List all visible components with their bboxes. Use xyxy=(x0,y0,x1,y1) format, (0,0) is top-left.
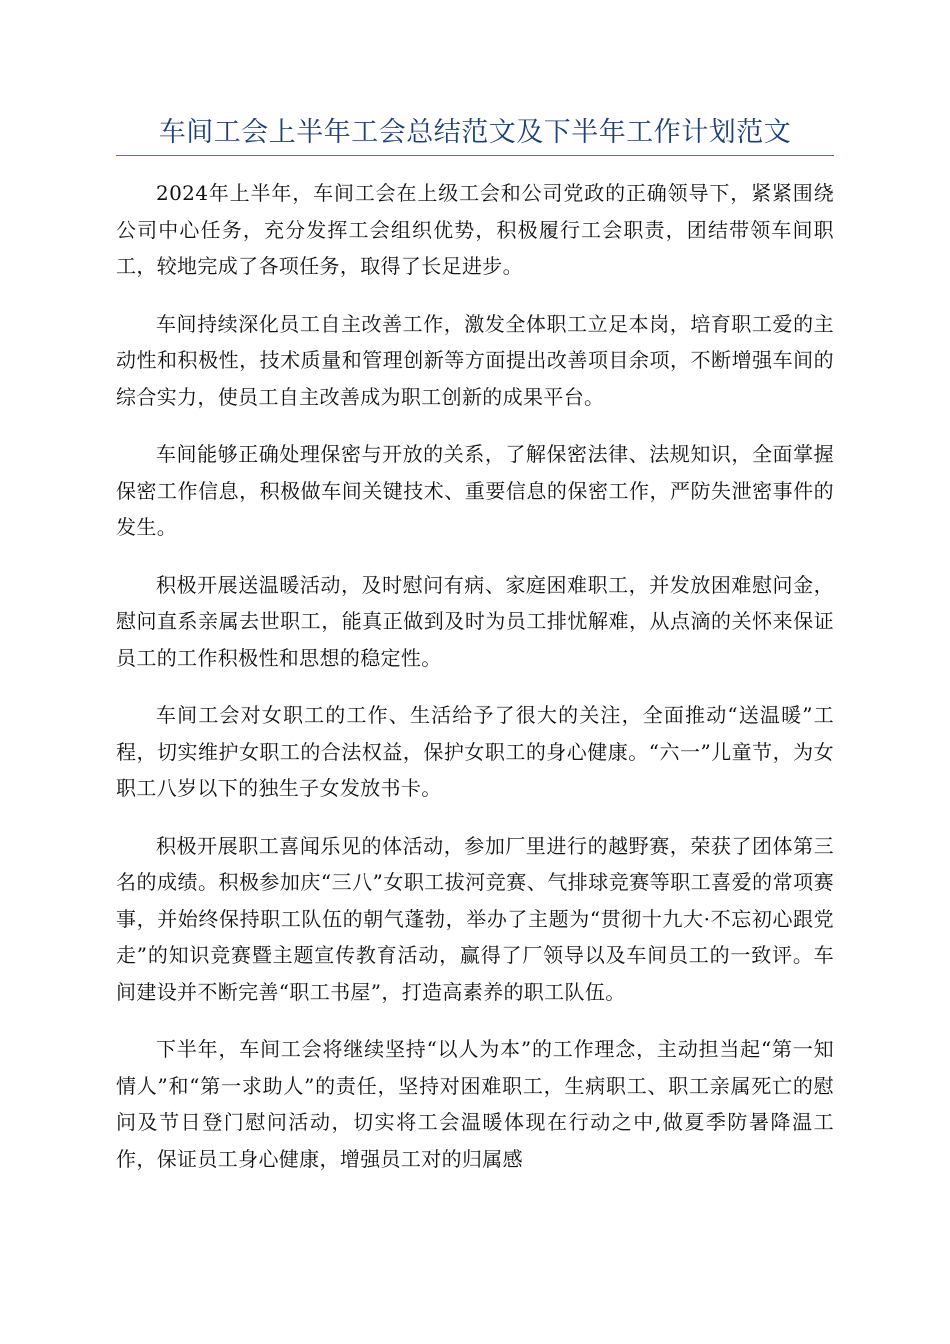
paragraph-3: 车间能够正确处理保密与开放的关系，了解保密法律、法规知识，全面掌握保密工作信息，积极做车间关键技术、重要信息的保密工作，严防失泄密事件的发生。 xyxy=(116,442,834,539)
paragraph-2: 车间持续深化员工自主改善工作，激发全体职工立足本岗，培育职工爱的主动性和积极性，技术质量和管理创新等方面提出改善项目余项，不断增强车间的综合实力，使员工自主改善成为职工创新的成果平台。 xyxy=(116,311,834,409)
document-title: 车间工会上半年工会总结范文及下半年工作计划范文 xyxy=(158,117,792,148)
paragraph-6: 积极开展职工喜闻乐见的体活动，参加厂里进行的越野赛，荣获了团体第三名的成绩。积极参加庆“三八”女职工拔河竞赛、气排球竞赛等职工喜爱的常项赛事，并始终保持职工队伍的朝气蓬勃，举办了主题为“贯彻十九大·不忘初心跟党走”的知识竞赛暨主题宣传教育活动，赢得了厂领导以及车间员工的一致评。车间建设并不断完善“职工书屋”，打造高素养的职工队伍。 xyxy=(116,833,834,1004)
document-body xyxy=(116,175,834,1198)
paragraph-1: 2024年上半年，车间工会在上级工会和公司党政的正确领导下，紧紧围绕公司中心任务，充分发挥工会组织优势，积极履行工会职责，团结带领车间职工，较地完成了各项任务，取得了长足进步。 xyxy=(116,181,834,278)
paragraph-5: 车间工会对女职工的工作、生活给予了很大的关注，全面推动“送温暖”工程，切实维护女职工的合法权益，保护女职工的身心健康。“六一”儿童节，为女职工八岁以下的独生子女发放书卡。 xyxy=(116,703,834,800)
paragraph-7: 下半年，车间工会将继续坚持“以人为本”的工作理念，主动担当起“第一知情人”和“第一求助人”的责任，坚持对困难职工，生病职工、职工亲属死亡的慰问及节日登门慰问活动，切实将工会温暖体现在行动之中,做夏季防暑降温工作，保证员工身心健康，增强员工对的归属感 xyxy=(116,1037,834,1171)
paragraph-4: 积极开展送温暖活动，及时慰问有病、家庭困难职工，并发放困难慰问金，慰问直系亲属去世职工，能真正做到及时为员工排忧解难，从点滴的关怀来保证员工的工作积极性和思想的稳定性。 xyxy=(116,572,834,670)
title-underline xyxy=(116,155,834,156)
